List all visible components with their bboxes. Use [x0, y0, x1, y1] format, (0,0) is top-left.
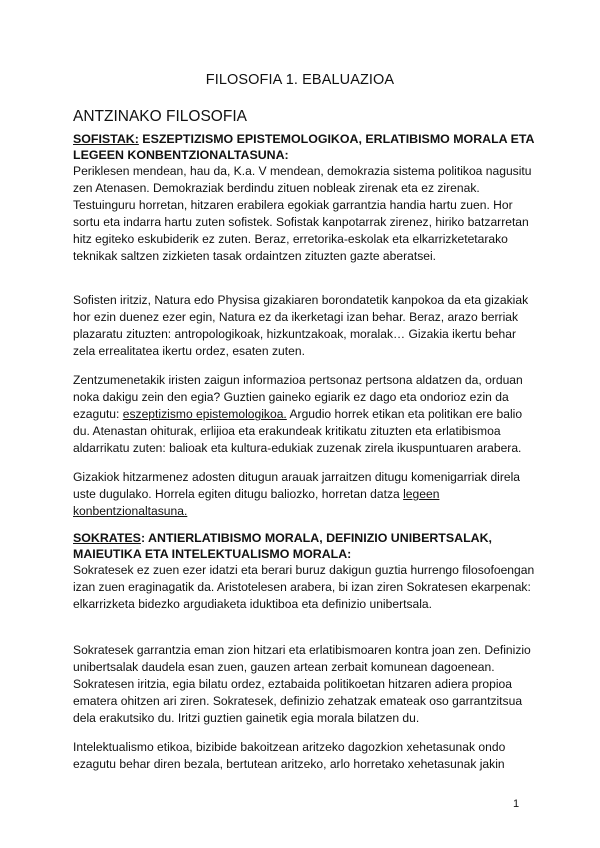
sokrates-heading-text: : ANTIERLATIBISMO MORALA, DEFINIZIO UNIBERTSALAK, MAIEUTIKA ETA INTELEKTUALISMO MORALA: — [73, 531, 492, 561]
sofistak-heading — [73, 131, 535, 163]
sofistak-paragraph-4-start: Gizakiok hitzarmenez adosten ditugun arauak jarraitzen ditugu komenigarriak direla uste dugulako. Horrela egiten ditugu baliozko, horretan datza — [73, 470, 521, 501]
sofistak-paragraph-3-end: Argudio horrek etikan eta politikan ere balio du. Atenastan ohiturak, erlijioa eta erakundeak kritikatu zituzten eta erlatibismoa aldarrikatu zuten: balioak eta kultura-edukiak zuzenak zirela ikuspuntuaren arabera. — [73, 407, 523, 455]
sokrates-heading-label: SOKRATES — [73, 531, 141, 545]
sofistak-paragraph-2: Sofisten iritziz, Natura edo Physisa gizakiaren borondatetik kanpokoa da eta gizakiak hor ezin duenez ezer egin, Natura ez da ikerketagi izan behar. Beraz, arazo berriak plazaratu zituzten: antropologikoak, hizkuntzakoak, moralak… Gizakia ikertu behar zela errealitatea ikertu ordez, esaten zuten. — [73, 293, 529, 358]
sofistak-paragraph-1: Periklesen mendean, hau da, K.a. V mendean, demokrazia sistema politikoa nagusitu zen Atenasen. Demokraziak berdindu zituen nobleak zirenak eta ez zirenak. Testuinguru horretan, hitzaren erabilera egokiak garrantzia handia hartu zuen. Hor sortu eta indarra hartu zuten sofistek. Sofistak kanpotarrak zirenez, hiriko batzarretan hitz egiteko eskubiderik ez zuten. Beraz, erretorika-eskolak eta elkarrizketetarako teknikak saltzen zizkieten tasak ordaintzen zituzten gazte aberatsei. — [73, 164, 532, 263]
sofistak-heading-text: ESZEPTIZISMO EPISTEMOLOGIKOA, ERLATIBISMO MORALA ETA LEGEEN KONBENTZIONALTASUNA: — [73, 132, 534, 162]
page-number: 1 — [513, 798, 520, 810]
eszeptizismo-term: eszeptizismo epistemologikoa. — [122, 407, 287, 421]
section-title: ANTZINAKO FILOSOFIA — [73, 108, 247, 125]
sokrates-paragraph-1: Sokratesek ez zuen ezer idatzi eta berari buruz dakigun guztia hurrengo filosofoengan izan zuen eraginagatik da. Aristotelesen arabera, bi izan ziren Sokratesen ekarpenak: elkarrizketa bidezko argudiaketa iduktiboa eta definizio unibertsala. — [73, 563, 535, 611]
legeen-konbentzionaltasuna-term: legeen konbentzionaltasuna. — [73, 487, 440, 518]
sofistak-paragraph-3-start: Zentzumenetakik iristen zaigun informazioa pertsonaz pertsona aldatzen da, orduan noka dakigu zein den egia? Guztien gaineko egiarik ez dago eta ondorioz ezin da ezagutu: — [73, 373, 523, 421]
sofistak-paragraph-4 — [73, 469, 535, 520]
sokrates-paragraph-2: Sokratesek garrantzia eman zion hitzari eta erlatibismoaren kontra joan zen. Definizio unibertsalak daudela esan zuen, gauzen artean zerbait komunean dagoenean. Sokratesen iritzia, egia bilatu ordez, eztabaida politikoetan hitzaren adiera propioa ematera ohitzen ari ziren. Sokratesek, definizio zehatzak emateak oso garrantzitsua dela erakutsiko du. Iritzi guztien gainetik egia morala bilatzen du. — [73, 643, 531, 725]
sokrates-heading — [73, 530, 535, 562]
sofistak-heading-label: SOFISTAK: — [73, 132, 139, 146]
document-title: FILOSOFIA 1. EBALUAZIOA — [205, 72, 395, 88]
sofistak-paragraph-3 — [73, 372, 535, 457]
sokrates-paragraph-3: Intelektualismo etikoa, bizibide bakoitzean aritzeko dagozkion xehetasunak ondo ezagutu behar diren bezala, bertutean aritzeko, arlo horretako xehetasunak jakin — [73, 740, 506, 771]
